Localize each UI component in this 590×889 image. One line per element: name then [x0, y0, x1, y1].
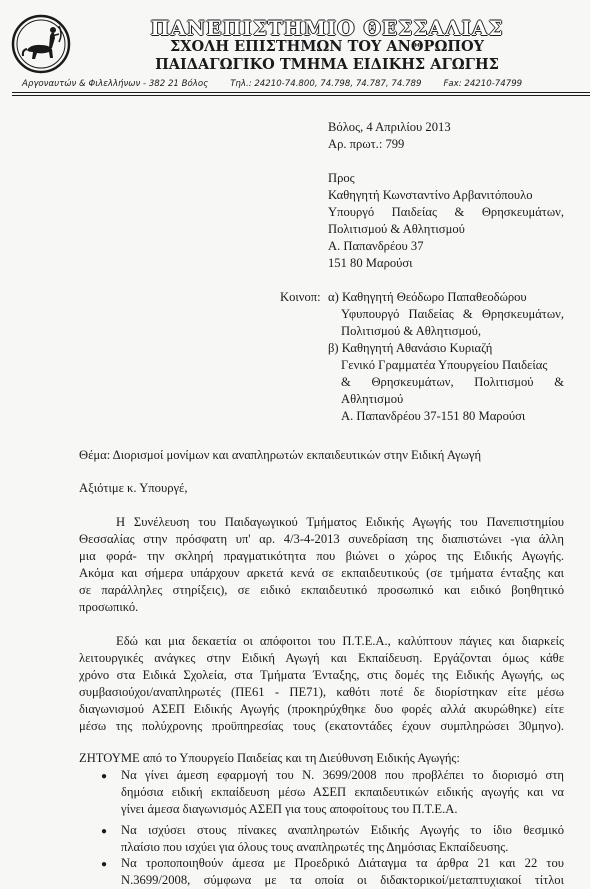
- recipient-line: Α. Παπανδρέου 37: [328, 239, 424, 253]
- paragraph-2-line: μέσω της πολύχρονης προϋπηρεσίας τους (εκατοντάδες έχουν συμπληρώσει 30μηνο).: [79, 719, 564, 733]
- address-text: Αργοναυτών & Φιλελλήνων - 382 21 Βόλος: [22, 79, 209, 89]
- salutation: Αξιότιμε κ. Υπουργέ,: [79, 481, 188, 495]
- demand-line: Να τροποποιηθούν άμεσα με Προεδρικό Διάταγμα τα άρθρα 21 και 22 του: [121, 856, 564, 870]
- cc-line: Αθλητισμού: [341, 392, 404, 406]
- cc-line: α) Καθηγητή Θεόδωρο Παπαθεοδώρου: [328, 290, 527, 304]
- school-name: ΣΧΟΛΗ ΕΠΙΣΤΗΜΩΝ ΤΟΥ ΑΝΘΡΩΠΟΥ: [169, 38, 485, 55]
- paragraph-1-line: μια φορά- την σκληρή πραγματικότητα που βιώνει ο χώρος της Ειδικής Αγωγής.: [79, 549, 564, 563]
- demand-line: δημόσια ειδική εκπαίδευση μέσω ΑΣΕΠ εκπαιδευτικών ειδικής αγωγής και να: [121, 785, 564, 799]
- date-line: Βόλος, 4 Απριλίου 2013: [328, 120, 451, 134]
- paragraph-1-line: Η Συνέλευση του Παιδαγωγικού Τμήματος Ειδικής Αγωγής του Πανεπιστημίου: [116, 515, 564, 529]
- bullet-icon: ●: [101, 771, 108, 782]
- fax-text: Fax: 24210-74799: [443, 79, 523, 89]
- paragraph-2-line: λειτουργικές ανάγκες στην Ειδική Αγωγή και Εκπαίδευση. Εργάζονται όμως κάθε: [79, 651, 564, 665]
- paragraph-2-line: χρόνο στα Ειδικά Σχολεία, στα Τμήματα Ένταξης, στις δομές της Ειδικής Αγωγής, ως: [79, 668, 564, 682]
- header-rule: [12, 92, 590, 93]
- recipient-line: Πολιτισμού & Αθλητισμού: [328, 222, 465, 236]
- paragraph-1-line: Θεσσαλίας στην πρόσφατη υπ' αρ. 4/3-4-2013 συνεδρίαση της διαπιστώνει -για άλλη: [79, 532, 564, 546]
- cc-line: Γενικό Γραμματέα Υπουργείου Παιδείας: [341, 358, 548, 372]
- cc-line: & Θρησκευμάτων, Πολιτισμού &: [341, 375, 564, 389]
- paragraph-1-line: σε παράλληλες στηρίξεις), σε ειδικό εκπαιδευτικό προσωπικό και ειδικό βοηθητικό: [79, 583, 564, 597]
- demand-line: Να γίνει άμεση εφαρμογή του Ν. 3699/2008 που προβλέπει το διορισμό στη: [121, 768, 564, 782]
- university-logo: [11, 14, 71, 74]
- cc-line: Υφυπουργό Παιδείας & Θρησκευμάτων,: [341, 307, 564, 321]
- recipient-line: 151 80 Μαρούσι: [328, 256, 413, 270]
- university-name: ΠΑΝΕΠΙΣΤΗΜΙΟ ΘΕΣΣΑΛΙΑΣ: [150, 16, 504, 40]
- cc-line: Α. Παπανδρέου 37-151 80 Μαρούσι: [341, 409, 526, 423]
- paragraph-2-line: διαγωνισμού ΑΣΕΠ Ειδικής Αγωγής (προκηρύχθηκε δυο φορές αλλά ακυρώθηκε) είτε: [79, 702, 564, 716]
- bullet-icon: ●: [101, 826, 108, 837]
- paragraph-2-line: Εδώ και μια δεκαετία οι απόφοιτοι του Π.Τ.Ε.Α., καλύπτουν πάγιες και διαρκείς: [116, 634, 564, 648]
- subject-line: Θέμα: Διορισμοί μονίμων και αναπληρωτών εκπαιδευτικών στην Ειδική Αγωγή: [79, 448, 482, 462]
- bullet-icon: ●: [101, 859, 108, 870]
- phone-text: Τηλ.: 24210-74.800, 74.798, 74.787, 74.789: [230, 79, 422, 89]
- cc-line: Πολιτισμού & Αθλητισμού,: [341, 324, 482, 338]
- demands-intro: ΖΗΤΟΥΜΕ από το Υπουργείο Παιδείας και τη Διεύθυνση Ειδικής Αγωγής:: [79, 751, 460, 765]
- recipient-label: Προς: [328, 171, 355, 185]
- demand-line: Να ισχύσει στους πίνακες αναπληρωτών Ειδικής Αγωγής το ίδιο θεσμικό: [121, 823, 564, 837]
- header-rule-thin: [12, 95, 590, 96]
- protocol-number: Αρ. πρωτ.: 799: [328, 137, 405, 151]
- cc-label: Κοινοπ:: [280, 290, 321, 304]
- department-name: ΠΑΙΔΑΓΩΓΙΚΟ ΤΜΗΜΑ ΕΙΔΙΚΗΣ ΑΓΩΓΗΣ: [155, 56, 499, 73]
- letterhead-contact: [22, 79, 590, 89]
- paragraph-1-line: προσωπικό.: [79, 600, 139, 614]
- recipient-line: Καθηγητή Κωνσταντίνο Αρβανιτόπουλο: [328, 188, 533, 202]
- recipient-line: Υπουργό Παιδείας & Θρησκευμάτων,: [328, 205, 564, 219]
- demand-line: πλαίσιο που ισχύει για όλους τους αναπληρωτές της Δημόσιας Εκπαίδευσης.: [121, 840, 509, 854]
- demand-line: γίνει άμεσα διαγωνισμός ΑΣΕΠ για τους αποφοίτους του Π.Τ.Ε.Α.: [121, 802, 458, 816]
- demand-line: Ν.3699/2008, σύμφωνα με τα οποία οι διδακτορικοί/μεταπτυχιακοί τίτλοι: [121, 873, 564, 887]
- paragraph-2-line: συμβασιούχοι/αναπληρωτές (ΠΕ61 - ΠΕ71), καθότι ποτέ δε διορίστηκαν είτε μέσω: [79, 685, 564, 699]
- cc-line: β) Καθηγητή Αθανάσιο Κυριαζή: [328, 341, 493, 355]
- paragraph-1-line: Ακόμα και σήμερα υπάρχουν αρκετά κενά σε εκπαιδευτικούς (σε τμήματα ένταξης και: [79, 566, 564, 580]
